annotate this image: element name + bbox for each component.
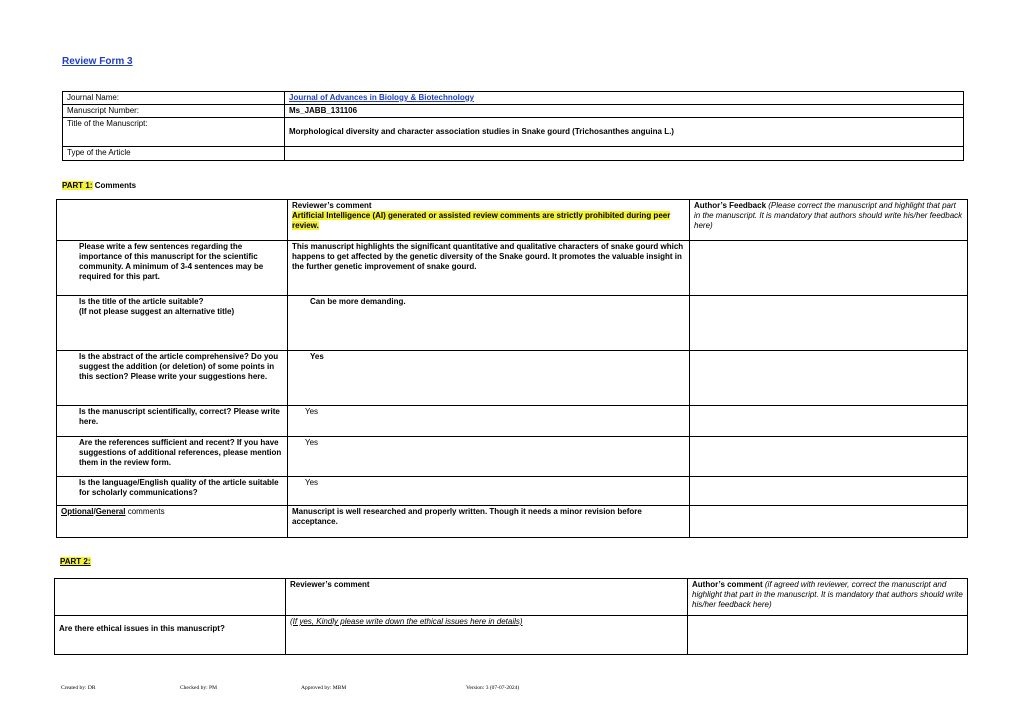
part1-label: PART 1: (62, 181, 93, 190)
journal-name-link[interactable]: Journal of Advances in Biology & Biotechnology (289, 93, 475, 102)
article-type-label: Type of the Article (63, 147, 285, 161)
manuscript-number-label: Manuscript Number: (63, 105, 285, 118)
ethical-issues-answer: (If yes, Kindly please write down the ethical issues here in details) (286, 616, 688, 655)
footer-approved-by: Approved by: MBM (301, 685, 347, 691)
author-feedback-language[interactable] (690, 477, 968, 506)
answer-references: Yes (288, 437, 690, 477)
question-title (57, 296, 288, 351)
question-title-line1: Is the title of the article suitable? (79, 297, 204, 306)
ethical-issues-question: Are there ethical issues in this manuscript? (55, 616, 286, 655)
author-feedback-references[interactable] (690, 437, 968, 477)
question-language: Is the language/English quality of the article suitable for scholarly communications? (57, 477, 288, 506)
part2-author-heading: Author’s comment (692, 580, 763, 589)
reviewer-comment-heading: Reviewer’s comment (292, 201, 372, 210)
author-feedback-ethics[interactable] (688, 616, 968, 655)
form-title: Review Form 3 (62, 56, 133, 67)
question-importance: Please write a few sentences regarding the importance of this manuscript for the scientific community. A minimum of 3-4 sentences may be required for this part. (57, 241, 288, 296)
part1-header-empty (57, 200, 288, 241)
author-feedback-abstract[interactable] (690, 351, 968, 406)
answer-importance: This manuscript highlights the significant quantitative and qualitative characters of snake gourd which happens to get affected by the genetic diversity of the Snake gourd. It promotes the valuable insight in the further genetic improvement of snake gourd. (288, 241, 690, 296)
footer-version: Version: 3 (07-07-2024) (466, 685, 520, 691)
optional-general-label (57, 506, 288, 538)
part2-author-note: (if agreed with reviewer, correct the manuscript and highlight that part in the manuscript. It is mandatory that authors should write his/her feedback here) (692, 580, 963, 609)
question-abstract: Is the abstract of the article comprehensive? Do you suggest the addition (or deletion) of some points in this section? Please write your suggestions here. (57, 351, 288, 406)
question-scientific: Is the manuscript scientifically, correct? Please write here. (57, 406, 288, 437)
part2-reviewer-heading: Reviewer’s comment (286, 579, 688, 616)
manuscript-number-value: Ms_JABB_131106 (285, 105, 964, 118)
part2-header-empty (55, 579, 286, 616)
manuscript-title-label: Title of the Manuscript: (63, 118, 285, 147)
optional-general-answer: Manuscript is well researched and properly written. Though it needs a minor revision before acceptance. (288, 506, 690, 538)
optional-word: Optional (61, 507, 94, 516)
comments-word: comments (125, 507, 165, 516)
answer-scientific: Yes (288, 406, 690, 437)
part2-ethics-table (54, 578, 968, 655)
part1-label-rest: Comments (92, 181, 137, 190)
author-feedback-optional[interactable] (690, 506, 968, 538)
question-references: Are the references sufficient and recent? If you have suggestions of additional references, please mention them in the review form. (57, 437, 288, 477)
part2-heading (60, 557, 91, 566)
part1-heading (62, 181, 136, 190)
author-feedback-scientific[interactable] (690, 406, 968, 437)
question-title-line2: (If not please suggest an alternative title) (79, 307, 235, 316)
part1-reviewer-header (288, 200, 690, 241)
author-feedback-title[interactable] (690, 296, 968, 351)
manuscript-info-table (62, 91, 964, 161)
ai-prohibited-notice: Artificial Intelligence (AI) generated or assisted review comments are strictly prohibited during peer review. (292, 211, 671, 230)
author-feedback-importance[interactable] (690, 241, 968, 296)
answer-title: Can be more demanding. (288, 296, 690, 351)
footer-created-by: Created by: DR (61, 685, 96, 691)
part1-comments-table (56, 199, 968, 538)
answer-language: Yes (288, 477, 690, 506)
author-feedback-note: (Please correct the manuscript and highlight that part in the manuscript. It is mandatory that authors should write his/her feedback here) (694, 201, 963, 230)
author-feedback-heading: Author’s Feedback (694, 201, 767, 210)
part2-author-header (688, 579, 968, 616)
article-type-value (285, 147, 964, 161)
part1-author-header (690, 200, 968, 241)
part2-label: PART 2: (60, 557, 91, 566)
footer-checked-by: Checked by: PM (180, 685, 217, 691)
optional-separator: / (93, 507, 96, 516)
answer-abstract: Yes (288, 351, 690, 406)
general-word: General (95, 507, 126, 516)
manuscript-title-value: Morphological diversity and character association studies in Snake gourd (Trichosanthes anguina L.) (285, 118, 964, 147)
journal-name-label: Journal Name: (63, 92, 285, 105)
